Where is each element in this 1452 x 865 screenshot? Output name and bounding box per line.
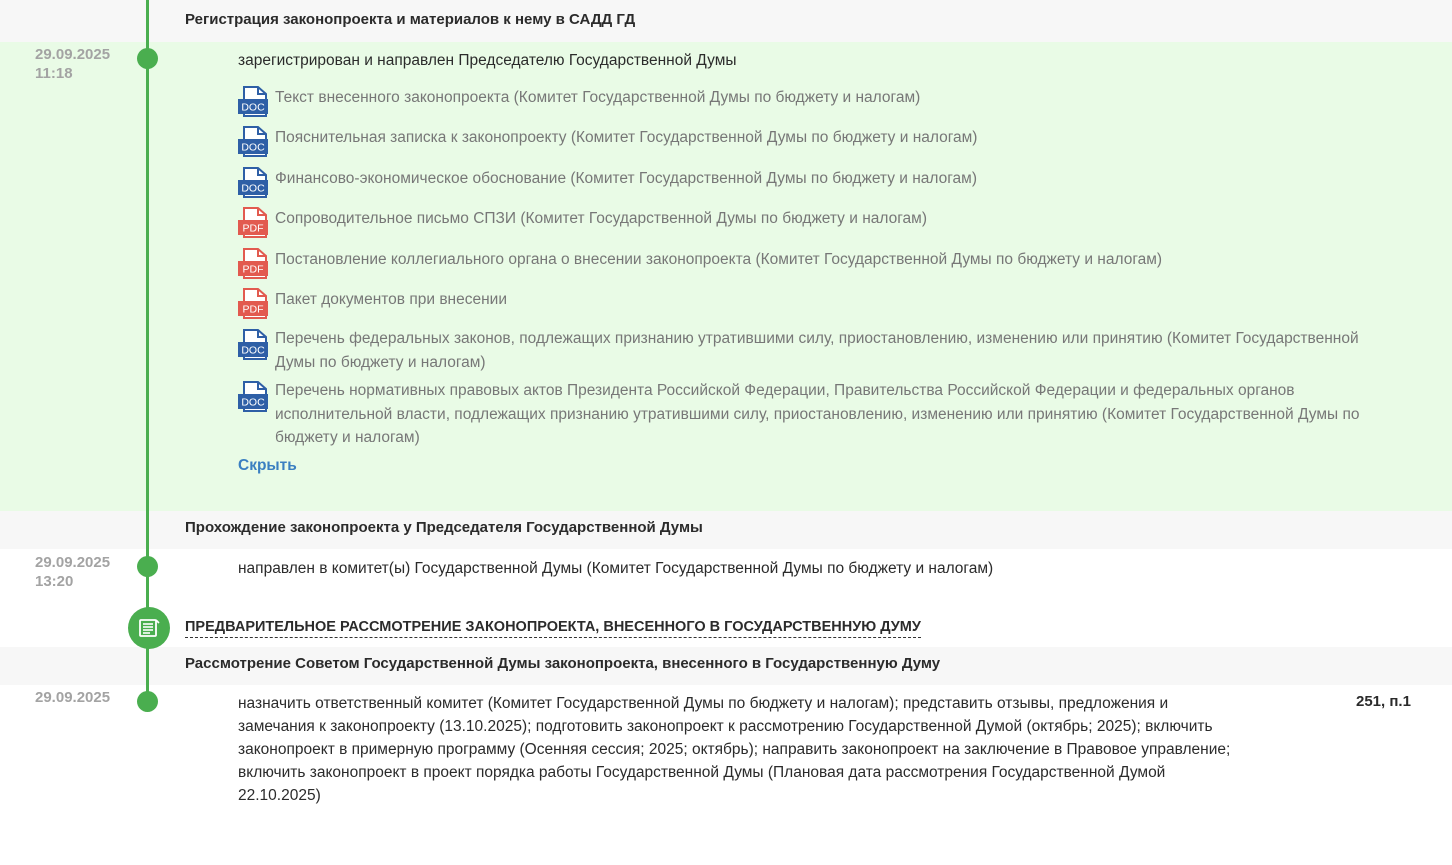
event-date: 29.09.2025 bbox=[35, 689, 111, 706]
document-link[interactable] bbox=[238, 248, 1398, 280]
doc-file-icon bbox=[238, 381, 268, 413]
event-date: 29.09.2025 bbox=[35, 554, 111, 571]
pdf-file-icon bbox=[238, 207, 268, 239]
timeline-dot bbox=[137, 691, 158, 712]
document-link[interactable] bbox=[238, 288, 1398, 320]
svg-text:DOC: DOC bbox=[241, 101, 265, 114]
section-heading: Регистрация законопроекта и материалов к нему в САДД ГД bbox=[185, 11, 636, 28]
event-description: назначить ответственный комитет (Комитет Государственной Думы по бюджету и налогам); представить отзывы, предложения и замечания к законопроекту (13.10.2025); подготовить законопроект к рассмотрению Государственной Думой (октябрь; 2025); включить законопроект в примерную программу (Осенняя сессия; 2025; октябрь); направить законопроект на заключение в Правовое управление; включить законопроект в проект порядка работы Государственной Думы (Плановая дата рассмотрения Государственной Думой 22.10.2025) bbox=[238, 695, 1231, 804]
timeline-dot bbox=[137, 48, 158, 69]
event-time: 13:20 bbox=[35, 573, 74, 590]
svg-text:PDF: PDF bbox=[242, 263, 264, 276]
event-datetime bbox=[35, 45, 110, 83]
document-link[interactable] bbox=[238, 207, 1398, 239]
doc-file-icon bbox=[238, 167, 268, 199]
svg-text:DOC: DOC bbox=[241, 396, 265, 409]
event-datetime bbox=[35, 688, 110, 707]
event-description: зарегистрирован и направлен Председателю Государственной Думы bbox=[238, 52, 737, 69]
document-link[interactable] bbox=[238, 86, 1398, 118]
svg-text:PDF: PDF bbox=[242, 222, 264, 235]
doc-file-icon bbox=[238, 86, 268, 118]
pdf-file-icon bbox=[238, 288, 268, 320]
document-link[interactable] bbox=[238, 327, 1398, 374]
document-title: Пакет документов при внесении bbox=[275, 291, 507, 308]
timeline-line bbox=[146, 0, 149, 710]
stage-title-link[interactable]: ПРЕДВАРИТЕЛЬНОЕ РАССМОТРЕНИЕ ЗАКОНОПРОЕКТА, ВНЕСЕННОГО В ГОСУДАРСТВЕННУЮ ДУМУ bbox=[185, 618, 921, 638]
timeline-dot bbox=[137, 556, 158, 577]
decision-reference: 251, п.1 bbox=[1356, 693, 1411, 710]
document-title: Сопроводительное письмо СПЗИ (Комитет Государственной Думы по бюджету и налогам) bbox=[275, 210, 927, 227]
event-datetime bbox=[35, 553, 110, 591]
document-list-icon bbox=[138, 617, 160, 639]
hide-documents-link[interactable]: Скрыть bbox=[238, 457, 297, 474]
document-title: Перечень нормативных правовых актов Президента Российской Федерации, Правительства Российской Федерации и федеральных органов исполнительной власти, подлежащих признанию утратившими силу, приостановлению, изменению или принятию (Комитет Государственной Думы по бюджету и налогам) bbox=[275, 382, 1360, 446]
document-link[interactable] bbox=[238, 126, 1398, 158]
document-title: Текст внесенного законопроекта (Комитет Государственной Думы по бюджету и налогам) bbox=[275, 89, 921, 106]
document-title: Пояснительная записка к законопроекту (Комитет Государственной Думы по бюджету и налогам) bbox=[275, 129, 978, 146]
document-link[interactable] bbox=[238, 167, 1398, 199]
section-heading: Прохождение законопроекта у Председателя Государственной Думы bbox=[185, 519, 703, 536]
document-title: Перечень федеральных законов, подлежащих признанию утратившими силу, приостановлению, изменению или принятию (Комитет Государственной Думы по бюджету и налогам) bbox=[275, 330, 1359, 371]
event-description: направлен в комитет(ы) Государственной Думы (Комитет Государственной Думы по бюджету и налогам) bbox=[238, 560, 994, 577]
svg-text:DOC: DOC bbox=[241, 344, 265, 357]
document-link[interactable] bbox=[238, 379, 1398, 450]
section-heading: Рассмотрение Советом Государственной Думы законопроекта, внесенного в Государственную Думу bbox=[185, 655, 941, 672]
event-date: 29.09.2025 bbox=[35, 46, 111, 63]
svg-text:DOC: DOC bbox=[241, 141, 265, 154]
doc-file-icon bbox=[238, 126, 268, 158]
svg-text:DOC: DOC bbox=[241, 182, 265, 195]
document-title: Постановление коллегиального органа о внесении законопроекта (Комитет Государственной Думы по бюджету и налогам) bbox=[275, 251, 1163, 268]
stage-marker bbox=[128, 607, 170, 649]
doc-file-icon bbox=[238, 329, 268, 361]
pdf-file-icon bbox=[238, 248, 268, 280]
document-title: Финансово-экономическое обоснование (Комитет Государственной Думы по бюджету и налогам) bbox=[275, 170, 977, 187]
svg-text:PDF: PDF bbox=[242, 303, 264, 316]
event-time: 11:18 bbox=[35, 65, 73, 82]
